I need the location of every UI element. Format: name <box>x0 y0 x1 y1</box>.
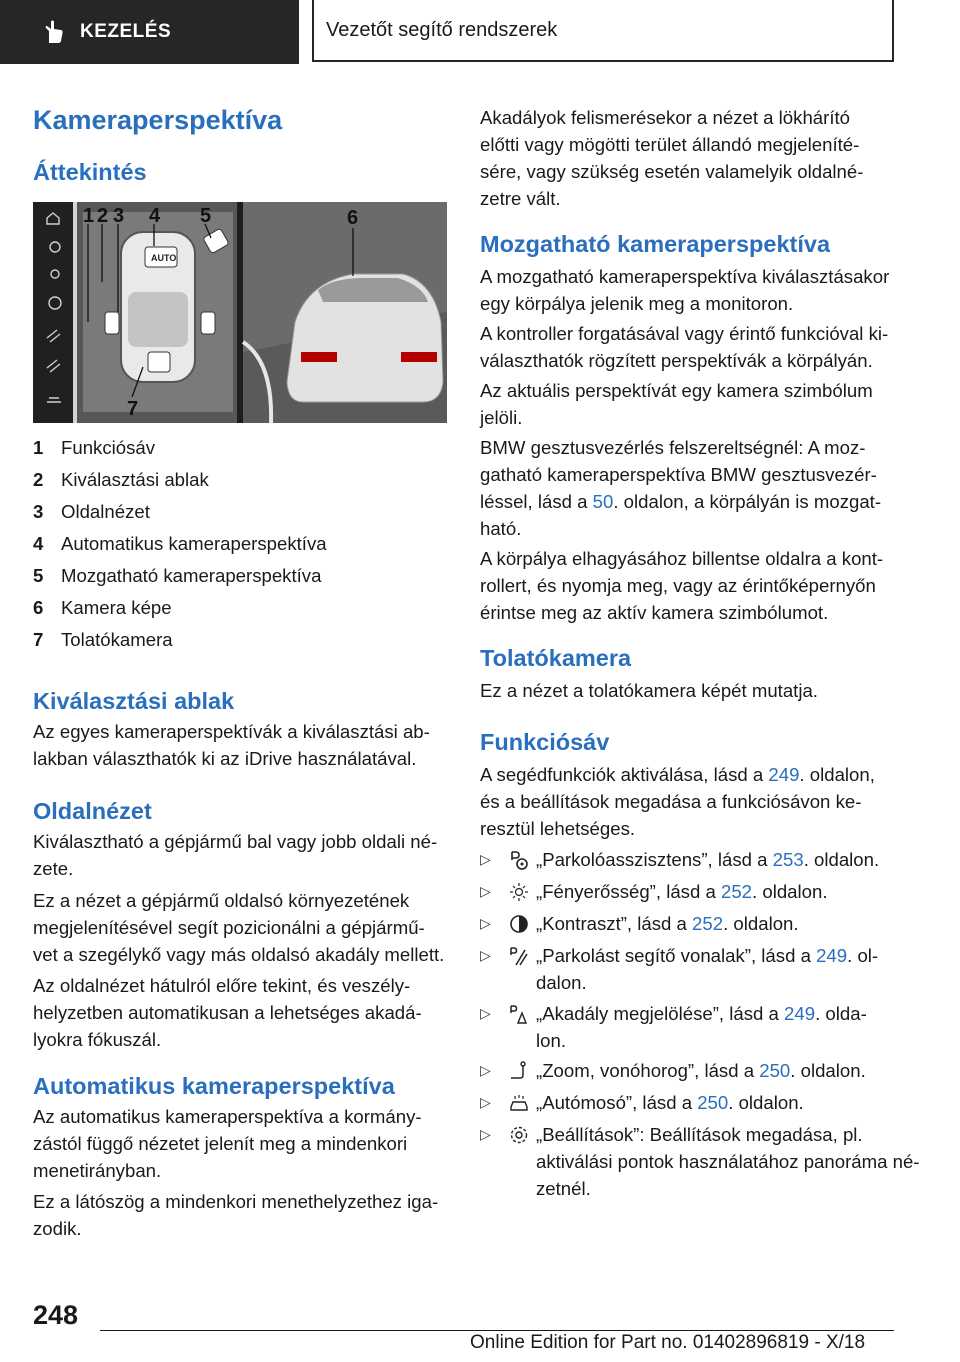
legend-item <box>33 528 327 560</box>
bullet-text: „Parkolóasszisztens”, lásd a 253. oldalon. <box>536 849 880 870</box>
bullet-marker-icon: ▷ <box>480 883 491 899</box>
edition-note: Online Edition for Part no. 01402896819 - X/18 <box>470 1332 866 1353</box>
figure-legend <box>33 432 327 656</box>
page-link[interactable]: 252 <box>692 913 724 934</box>
reverse-camera-text: Ez a nézet a tolatókamera képét mutatja. <box>480 680 818 701</box>
function-bullet <box>480 910 898 937</box>
legend-text: Oldalnézet <box>61 501 150 522</box>
movable-view-text-3: Az aktuális perspektívát egy kamera szimbólum jelöli. <box>480 380 873 428</box>
bullet-text: „Kontraszt”, lásd a 252. oldalon. <box>536 913 799 934</box>
intro-text: Akadályok felismerésekor a nézet a lökhárító előtti vagy mögötti terület állandó megjeleníté- sére, vagy szükség esetén valamelyik oldalné- zetre vált. <box>480 107 864 209</box>
function-bullet <box>480 1089 898 1116</box>
chapter-label: KEZELÉS <box>80 21 172 42</box>
tow-hitch-icon <box>508 1060 530 1082</box>
function-bullet <box>480 878 898 905</box>
legend-text: Mozgatható kameraperspektíva <box>61 565 322 586</box>
movable-view-text-5: A körpálya elhagyásához billentse oldalra a kont- rollert, és nyomja meg, vagy az érintőképernyőn érintse meg az aktív kamera szimbólumot. <box>480 548 884 623</box>
bullet-text-continued: lon. <box>536 1030 566 1051</box>
page-number: 248 <box>33 1300 79 1330</box>
movable-view-text-2: A kontroller forgatásával vagy érintő funkcióval ki- választhatók rögzített perspektívák a körpályán. <box>480 323 889 371</box>
page-link-50[interactable]: 50 <box>592 491 614 512</box>
bullet-text: „Beállítások”: Beállítások megadása, pl. <box>536 1124 863 1145</box>
legend-number: 5 <box>33 565 44 586</box>
bullet-marker-icon: ▷ <box>480 915 491 931</box>
bullet-marker-icon: ▷ <box>480 1005 491 1021</box>
legend-number: 7 <box>33 629 44 650</box>
legend-number: 6 <box>33 597 44 618</box>
legend-text: Automatikus kameraperspektíva <box>61 533 327 554</box>
bullet-marker-icon: ▷ <box>480 947 491 963</box>
callout-4: 4 <box>149 205 161 227</box>
hand-icon <box>40 19 66 45</box>
section-label: Vezetőt segítő rendszerek <box>326 18 558 41</box>
page-link[interactable]: 249 <box>816 945 848 966</box>
side-view-text-3: Az oldalnézet hátulról előre tekint, és veszély- helyzetben automatikusan a lehetséges akadá- lyokra fókuszál. <box>33 975 422 1050</box>
bullet-text: „Fényerősség”, lásd a 252. oldalon. <box>536 881 828 902</box>
callout-7: 7 <box>127 398 139 420</box>
function-bullet <box>480 1057 898 1084</box>
legend-number: 3 <box>33 501 44 522</box>
parking-lines-icon <box>508 945 530 967</box>
movable-view-text-4: BMW gesztusvezérlés felszereltségnél: A moz- gatható kameraperspektíva BMW gesztusvezér- léssel, lásd a 50. oldalon, a körpályán is mozgat- ható. <box>480 437 882 539</box>
figure-auto-label: AUTO <box>151 253 177 263</box>
callout-2: 2 <box>97 205 109 227</box>
legend-item <box>33 432 327 464</box>
legend-item <box>33 624 327 656</box>
function-bullet <box>480 1000 898 1054</box>
movable-view-text-1: A mozgatható kameraperspektíva kiválasztásakor egy körpálya jelenik meg a monitoron. <box>480 266 890 314</box>
contrast-icon <box>508 913 530 935</box>
car-wash-icon <box>508 1092 530 1114</box>
function-bullet <box>480 942 898 996</box>
page-title: Kameraperspektíva <box>33 105 283 135</box>
brightness-icon <box>508 881 530 903</box>
function-bar-heading: Funkciósáv <box>480 729 610 755</box>
side-view-heading: Oldalnézet <box>33 798 152 824</box>
bullet-marker-icon: ▷ <box>480 1062 491 1078</box>
page-link[interactable]: 250 <box>697 1092 729 1113</box>
page-link-249[interactable]: 249 <box>768 764 800 785</box>
automatic-view-text-2: Ez a látószög a mindenkori menethelyzethez iga- zodik. <box>33 1191 439 1239</box>
bullet-text: „Akadály megjelölése”, lásd a 249. olda- <box>536 1003 867 1024</box>
legend-item <box>33 560 327 592</box>
legend-text: Kiválasztási ablak <box>61 469 209 490</box>
movable-view-heading: Mozgatható kameraperspektíva <box>480 231 831 257</box>
legend-text: Kamera képe <box>61 597 172 618</box>
camera-view-figure <box>33 202 447 423</box>
legend-item <box>33 592 327 624</box>
callout-5: 5 <box>200 205 212 227</box>
parking-assistant-icon <box>508 849 530 871</box>
legend-item <box>33 496 327 528</box>
reverse-camera-heading: Tolatókamera <box>480 645 632 671</box>
footer-rule <box>100 1330 894 1331</box>
callout-1: 1 <box>83 205 95 227</box>
bullet-marker-icon: ▷ <box>480 1094 491 1110</box>
bullet-text: „Autómosó”, lásd a 250. oldalon. <box>536 1092 804 1113</box>
bullet-text: „Parkolást segítő vonalak”, lásd a 249. ol- <box>536 945 879 966</box>
legend-text: Funkciósáv <box>61 437 156 458</box>
function-bar-text: A segédfunkciók aktiválása, lásd a 249. oldalon, és a beállítások megadása a funkciósávon ke- resztül lehetséges. <box>480 764 875 839</box>
settings-icon <box>508 1124 530 1146</box>
legend-number: 2 <box>33 469 44 490</box>
legend-number: 4 <box>33 533 44 554</box>
automatic-view-text-1: Az automatikus kameraperspektíva a kormány- zástól függő nézetet jelenít meg a mindenkori menetirányban. <box>33 1106 422 1181</box>
overview-heading: Áttekintés <box>33 159 147 185</box>
bullet-marker-icon: ▷ <box>480 851 491 867</box>
chapter-tab <box>0 0 299 64</box>
legend-item <box>33 464 327 496</box>
bullet-text-continued: zetnél. <box>536 1178 591 1199</box>
bullet-marker-icon: ▷ <box>480 1126 491 1142</box>
function-bullet <box>480 1121 920 1202</box>
side-view-text-1: Kiválasztható a gépjármű bal vagy jobb oldali né- zete. <box>33 831 438 879</box>
automatic-view-heading: Automatikus kameraperspektíva <box>33 1073 395 1099</box>
callout-6: 6 <box>347 207 359 229</box>
page-link[interactable]: 250 <box>759 1060 791 1081</box>
function-bullet <box>480 846 898 873</box>
legend-number: 1 <box>33 437 44 458</box>
selection-window-text: Az egyes kameraperspektívák a kiválasztási ab- lakban választhatók ki az iDrive használatával. <box>33 721 430 769</box>
selection-window-heading: Kiválasztási ablak <box>33 688 235 714</box>
callout-3: 3 <box>113 205 125 227</box>
side-view-text-2: Ez a nézet a gépjármű oldalsó környezetének megjelenítésével segít pozicionálni a gépjármű- vet a szegélykő vagy más oldalsó akadály mellett. <box>33 890 445 965</box>
bullet-text: „Zoom, vonóhorog”, lásd a 250. oldalon. <box>536 1060 866 1081</box>
bullet-text-continued: dalon. <box>536 972 587 993</box>
legend-text: Tolatókamera <box>61 629 173 650</box>
bullet-text-continued: aktiválási pontok használatához panoráma né- <box>536 1151 920 1172</box>
obstacle-marking-icon <box>508 1003 530 1025</box>
section-header <box>312 0 894 62</box>
page-link[interactable]: 252 <box>720 881 753 902</box>
page-link[interactable]: 253 <box>772 849 804 870</box>
page-link[interactable]: 249 <box>784 1003 816 1024</box>
